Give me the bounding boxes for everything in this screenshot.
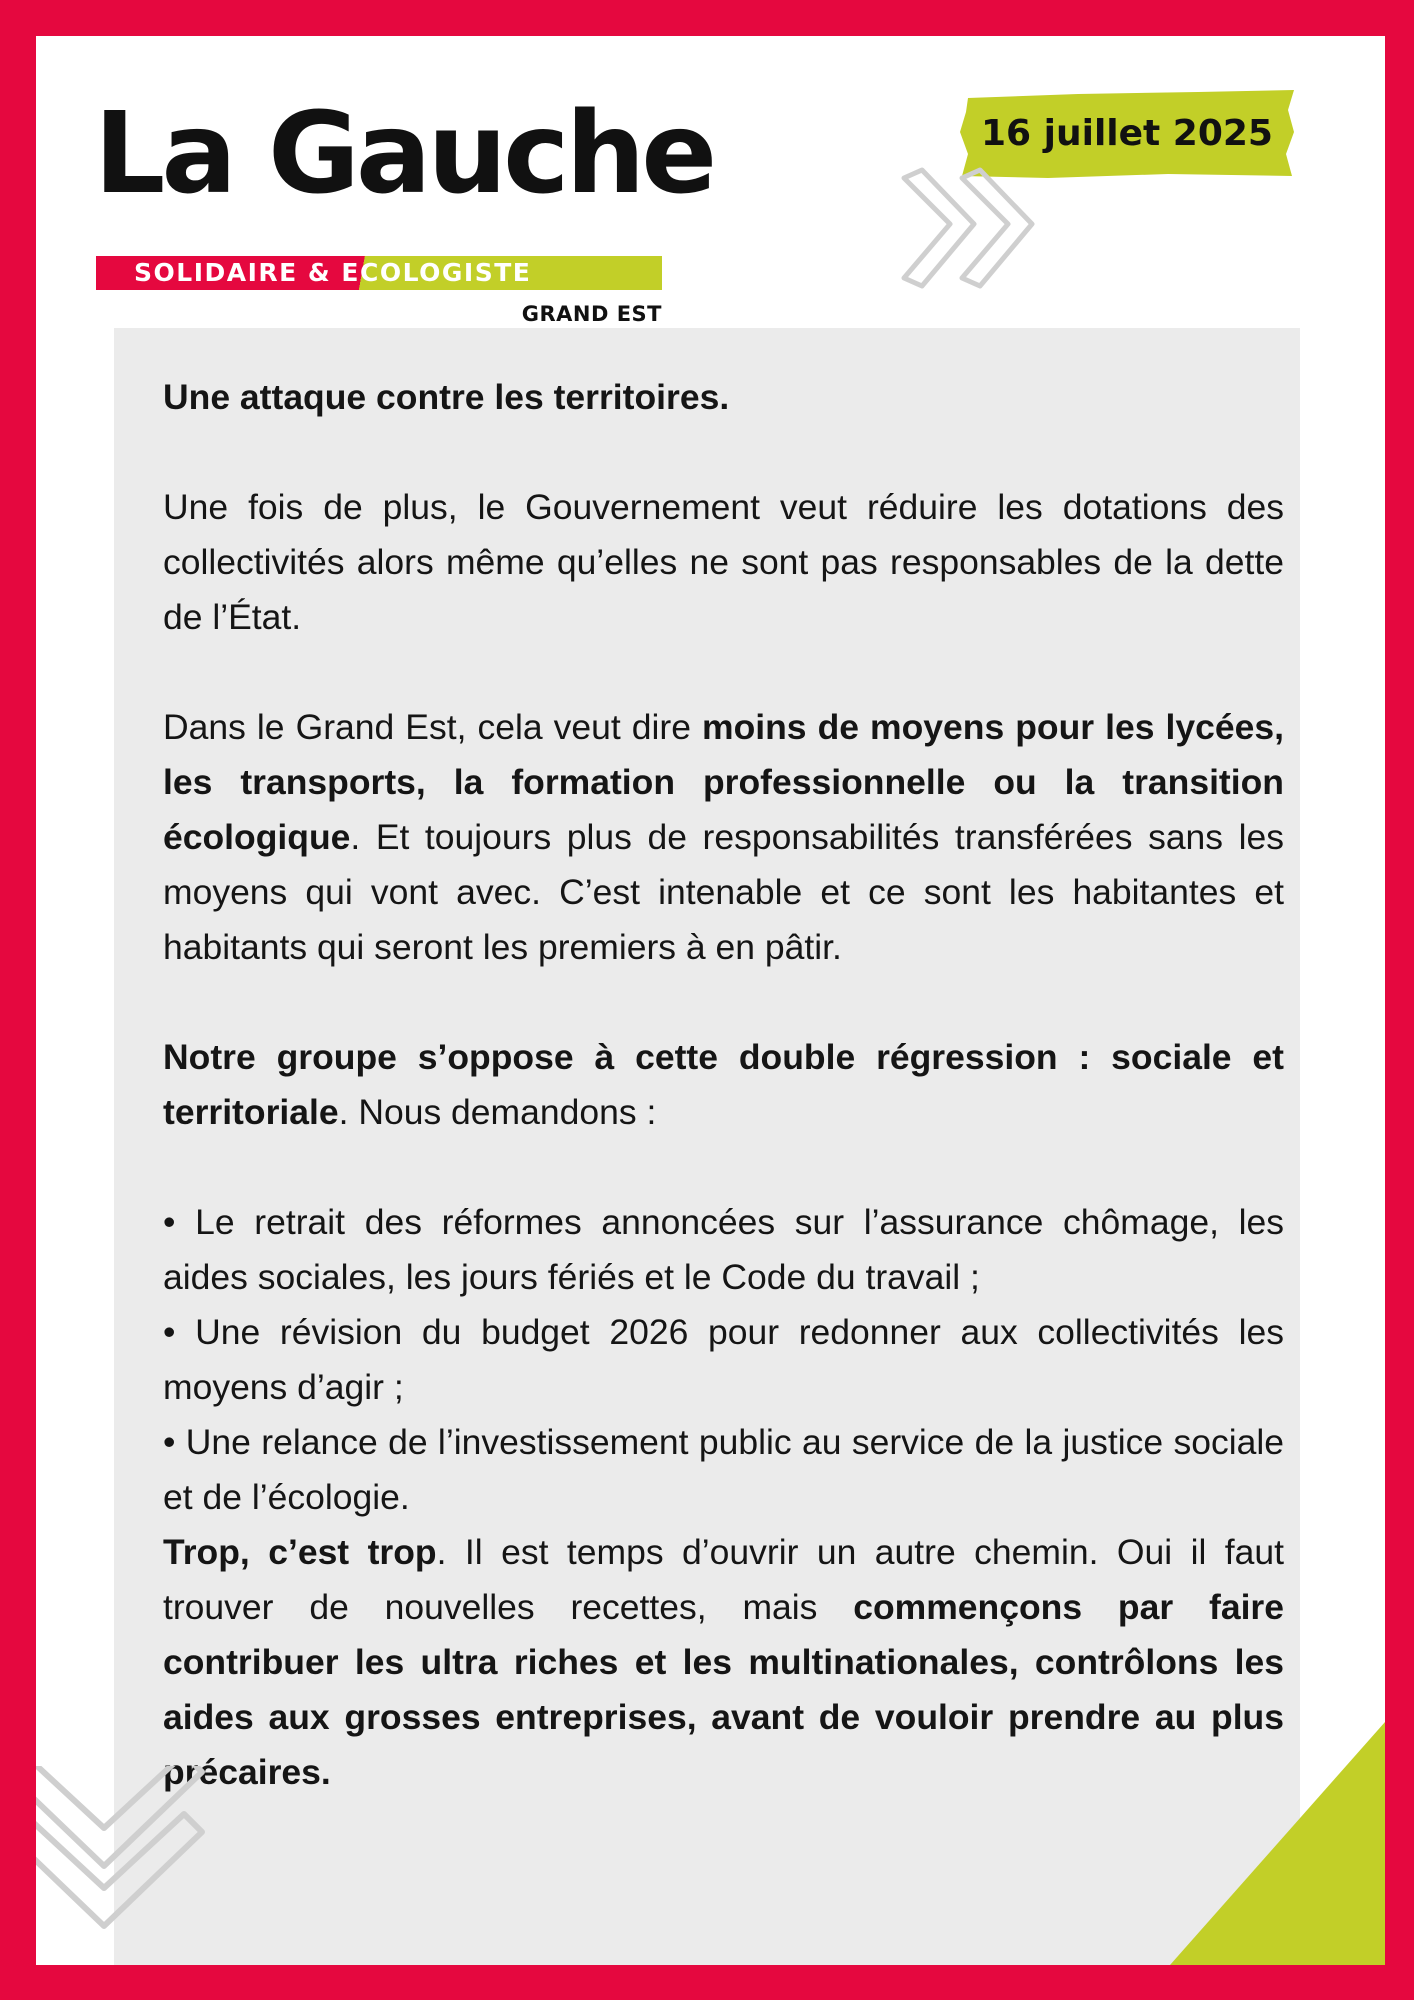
paragraph-dotations: Une fois de plus, le Gouvernement veut réduire les dotations des collectivités alors même qu’elles ne sont pas responsables de la dette de l’État. bbox=[163, 487, 1284, 637]
article-panel bbox=[114, 328, 1300, 1965]
logo-region: GRAND EST bbox=[521, 302, 662, 326]
chevrons-right-icon bbox=[900, 166, 1040, 296]
list-item: • Le retrait des réformes annoncées sur l’assurance chômage, les aides sociales, les jours fériés et le Code du travail ; bbox=[163, 1195, 1284, 1305]
logo-tagline-band bbox=[96, 256, 662, 290]
paragraph-opposition: Notre groupe s’oppose à cette double régression : sociale et territoriale. Nous demandons : bbox=[163, 1037, 1284, 1132]
logo-tagline: SOLIDAIRE & ECOLOGISTE bbox=[134, 258, 532, 287]
list-item: • Une relance de l’investissement public au service de la justice sociale et de l’écologie. bbox=[163, 1415, 1284, 1525]
paragraph-conclusion: Trop, c’est trop. Il est temps d’ouvrir un autre chemin. Oui il faut trouver de nouvelles recettes, mais commençons par faire contribuer les ultra riches et les multinationales, contrôlons les aides aux grosses entreprises, avant de vouloir prendre au plus précaires. bbox=[163, 1532, 1285, 1792]
publication-date: 16 juillet 2025 bbox=[981, 113, 1273, 154]
list-item: • Une révision du budget 2026 pour redonner aux collectivités les moyens d’agir ; bbox=[163, 1305, 1284, 1415]
logo-title: La Gauche bbox=[94, 89, 714, 219]
party-logo bbox=[94, 89, 714, 326]
chevrons-down-icon bbox=[36, 1766, 216, 1965]
demands-list bbox=[163, 1195, 1284, 1525]
article-heading: Une attaque contre les territoires. bbox=[163, 377, 730, 417]
document-page bbox=[36, 36, 1385, 1965]
corner-triangle bbox=[1170, 1722, 1385, 1965]
paragraph-grand-est: Dans le Grand Est, cela veut dire moins de moyens pour les lycées, les transports, la formation professionnelle ou la transition écologique. Et toujours plus de responsabilités transférées sans les moyens qui vont avec. C’est intenable et ce sont les habitantes et habitants qui seront les premiers à en pâtir. bbox=[163, 707, 1284, 967]
